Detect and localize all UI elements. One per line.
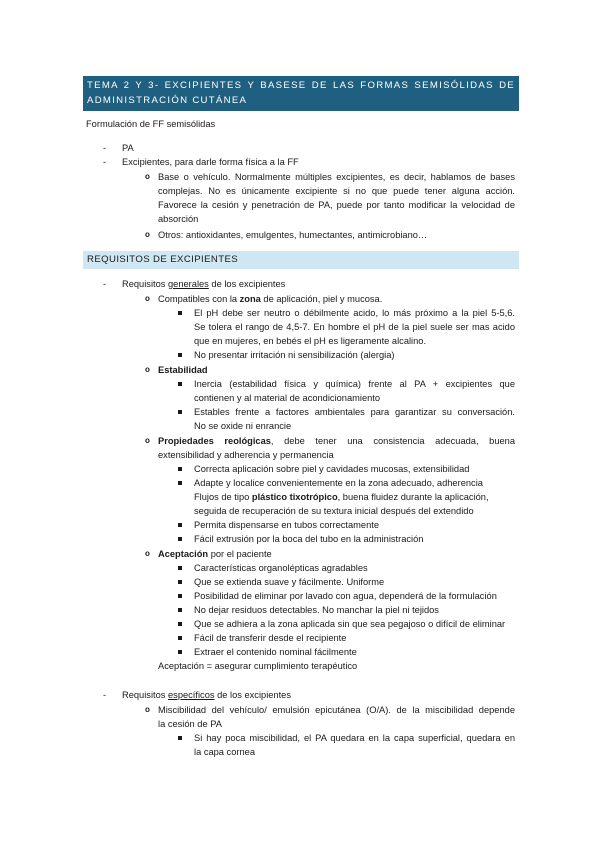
reologicas-line-2: extensibilidad y adherencia y permanencia <box>158 450 334 460</box>
base-line-3: Favorece la cesión y penetración de PA, puede por tanto modificar la velocidad de <box>158 200 515 210</box>
circle-marker: o <box>145 365 150 374</box>
aceptacion-item: No dejar residuos detectables. No manchar la piel ni tejidos <box>194 605 439 615</box>
aceptacion-heading: Aceptación por el paciente <box>158 549 272 559</box>
permita-item: Permita dispensarse en tubos correctamente <box>194 520 379 530</box>
square-bullet <box>178 523 182 527</box>
square-bullet <box>178 410 182 414</box>
poca-line-2: la capa cornea <box>194 747 255 757</box>
estables-line-2: No se oxide ni enrancie <box>194 421 292 431</box>
square-bullet <box>178 580 182 584</box>
aceptacion-item: Extraer el contenido nominal fácilmente <box>194 647 357 657</box>
requisitos-generales: Requisitos generales de los excipientes <box>122 279 286 289</box>
ph-line-2: Se tolera el rango de 4,5-7. En hombre el pH de la piel suele ser mas acido <box>194 322 515 332</box>
square-bullet <box>178 566 182 570</box>
square-bullet <box>178 353 182 357</box>
square-bullet <box>178 636 182 640</box>
circle-marker: o <box>145 230 150 239</box>
adapte-item: Adapte y localice convenientemente en la zona adecuado, adherencia <box>194 478 483 488</box>
aceptacion-item: Fácil de transferir desde el recipiente <box>194 633 347 643</box>
square-bullet <box>178 311 182 315</box>
estabilidad-heading: Estabilidad <box>158 365 208 375</box>
square-bullet <box>178 736 182 740</box>
square-bullet <box>178 537 182 541</box>
subtitle: Formulación de FF semisólidas <box>86 119 216 129</box>
dash-marker: - <box>103 157 107 167</box>
base-line-4: absorción <box>158 214 199 224</box>
square-bullet <box>178 650 182 654</box>
seguida-line: seguida de recuperación de su textura inicial después del extendido <box>194 506 474 516</box>
aceptacion-item: Que se extienda suave y fácilmente. Uniforme <box>194 577 385 587</box>
estables-line-1: Estables frente a factores ambientales para garantizar su conversación. <box>194 407 515 417</box>
section-heading: REQUISITOS DE EXCIPIENTES <box>83 251 519 269</box>
inercia-line-2: contienen y al material de acondicionamiento <box>194 393 381 403</box>
poca-line-1: Si hay poca miscibilidad, el PA quedara en la capa superficial, quedara en <box>194 733 515 743</box>
miscibilidad-line-2: la cesión de PA <box>158 719 222 729</box>
aceptacion-item: Que se adhiera a la zona aplicada sin que sea pegajoso o difícil de eliminar <box>194 619 506 629</box>
circle-marker: o <box>145 705 150 714</box>
list-item-otros: Otros: antioxidantes, emulgentes, humectantes, antimicrobiano… <box>158 230 428 240</box>
base-line-2: complejas. No es únicamente excipiente si no que puede tener alguna acción. <box>158 186 515 196</box>
square-bullet <box>178 622 182 626</box>
square-bullet <box>178 594 182 598</box>
circle-marker: o <box>145 172 150 181</box>
page-title: TEMA 2 Y 3- EXCIPIENTES Y BASESE DE LAS FORMAS SEMISÓLIDAS DE ADMINISTRACIÓN CUTÁNEA <box>83 76 519 111</box>
base-line-1: Base o vehículo. Normalmente múltiples excipientes, es decir, hablamos de bases <box>158 172 515 182</box>
square-bullet <box>178 382 182 386</box>
flujos-line: Flujos de tipo plástico tixotrópico, buena fluidez durante la aplicación, <box>194 492 489 502</box>
square-bullet <box>178 481 182 485</box>
circle-marker: o <box>145 436 150 445</box>
circle-marker: o <box>145 549 150 558</box>
requisitos-especificos: Requisitos específicos de los excipientes <box>122 690 292 700</box>
square-bullet <box>178 467 182 471</box>
inercia-line-1: Inercia (estabilidad física y química) frente al PA + excipientes que <box>194 379 515 389</box>
square-bullet <box>178 608 182 612</box>
correcta-item: Correcta aplicación sobre piel y cavidades mucosas, extensibilidad <box>194 464 470 474</box>
list-item-pa: PA <box>122 143 134 153</box>
miscibilidad-line-1: Miscibilidad del vehículo/ emulsión epicutánea (O/A). de la miscibilidad depende <box>158 705 515 715</box>
aceptacion-item: Posibilidad de eliminar por lavado con agua, dependerá de la formulación <box>194 591 497 601</box>
aceptacion-item: Características organolépticas agradables <box>194 563 368 573</box>
list-item-excipientes: Excipientes, para darle forma física a la FF <box>122 157 299 167</box>
ph-line-3: que en mujeres, en bebés el pH es ligeramente alcalino. <box>194 336 427 346</box>
ph-line-1: El pH debe ser neutro o débilmente acido, lo más próximo a la piel 5-5,6. <box>194 308 515 318</box>
aceptacion-summary: Aceptación = asegurar cumplimiento terapéutico <box>158 661 358 671</box>
dash-marker: - <box>103 690 107 700</box>
irritacion-item: No presentar irritación ni sensibilización (alergia) <box>194 350 395 360</box>
dash-marker: - <box>103 279 107 289</box>
reologicas-line-1: Propiedades reológicas, debe tener una consistencia adecuada, buena <box>158 436 515 446</box>
compatibles-item: Compatibles con la zona de aplicación, piel y mucosa. <box>158 294 383 304</box>
circle-marker: o <box>145 294 150 303</box>
facil-extrusion-item: Fácil extrusión por la boca del tubo en la administración <box>194 534 424 544</box>
dash-marker: - <box>103 143 107 153</box>
